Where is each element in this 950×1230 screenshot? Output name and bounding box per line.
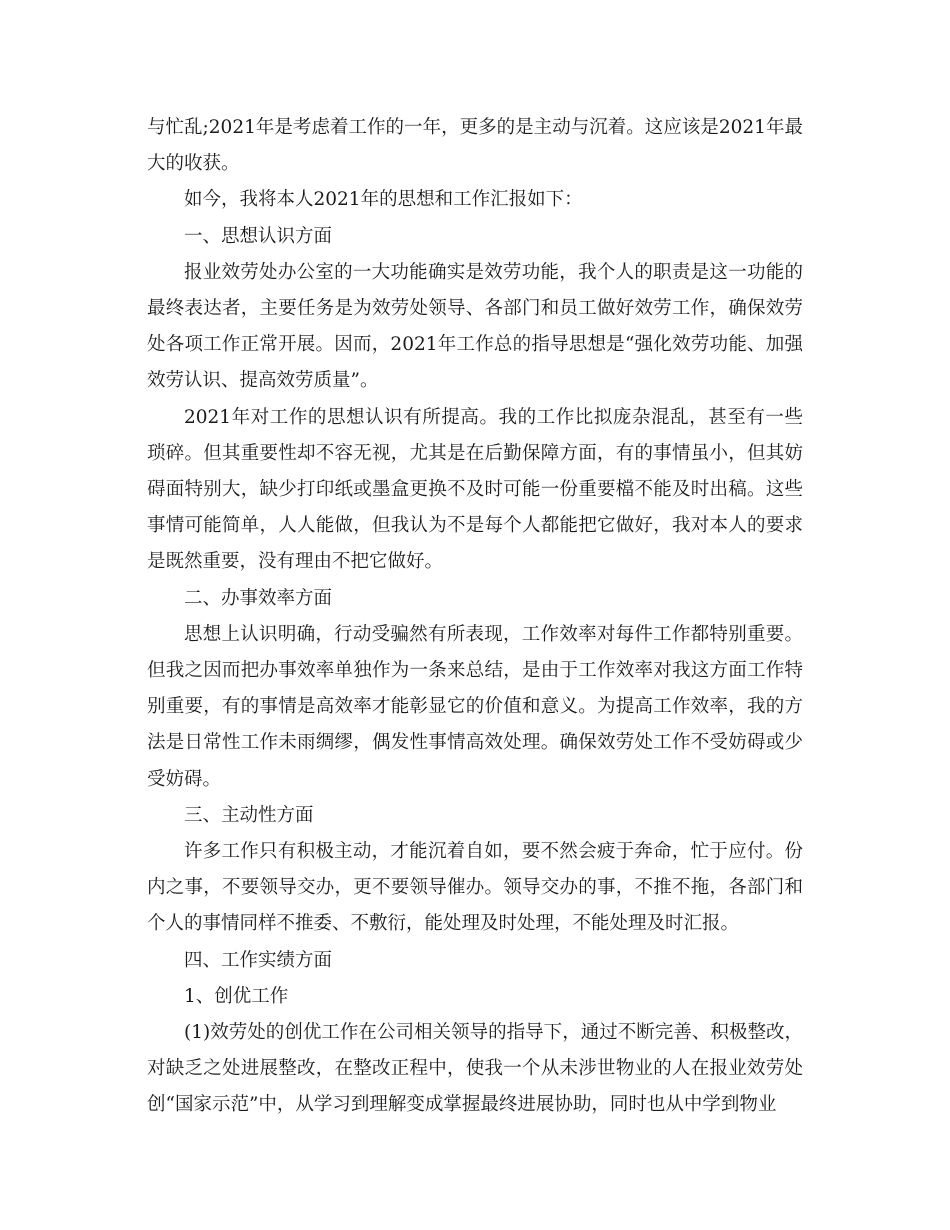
subsection-heading-1: 1、创优工作 — [184, 985, 289, 1007]
document-page — [147, 110, 803, 1124]
paragraph-4: 2021年对工作的思想认识有所提高。我的工作比拟庞杂混乱，甚至有一些琐碎。但其重要性却不容无视，尤其是在后勤保障方面，有的事情虽小，但其妨碍面特别大，缺少打印纸或墨盒更换不及时可能一份重要檔不能及时出稿。这些事情可能简单，人人能做，但我认为不是每个人都能把它做好，我对本人的要求是既然重要，没有理由不把它做好。 — [147, 406, 803, 573]
section-heading-2: 二、办事效率方面 — [184, 587, 333, 609]
section-heading-4: 四、工作实绩方面 — [184, 949, 333, 971]
section-heading-1: 一、思想认识方面 — [184, 225, 333, 247]
paragraph-7: (1)效劳处的创优工作在公司相关领导的指导下，通过不断完善、积极整改，对缺乏之处进展整改，在整改正程中，使我一个从未涉世物业的人在报业效劳处创“国家示范”中，从学习到理解变成掌握最终进展协助，同时也从中学到物业 — [147, 1022, 803, 1116]
paragraph-5: 思想上认识明确，行动受骗然有所表现，工作效率对每件工作都特别重要。但我之因而把办事效率单独作为一条来总结，是由于工作效率对我这方面工作特别重要，有的事情是高效率才能彰显它的价值和意义。为提高工作效率，我的方法是日常性工作未雨绸缪，偶发性事情高效处理。确保效劳处工作不受妨碍或少受妨碍。 — [147, 623, 803, 790]
paragraph-6: 许多工作只有积极主动，才能沉着自如，要不然会疲于奔命，忙于应付。份内之事，不要领导交办，更不要领导催办。领导交办的事，不推不拖，各部门和个人的事情同样不推委、不敷衍，能处理及时处理，不能处理及时汇报。 — [147, 841, 803, 935]
section-heading-3: 三、主动性方面 — [184, 804, 314, 826]
paragraph-1: 与忙乱;2021年是考虑着工作的一年，更多的是主动与沉着。这应该是2021年最大的收获。 — [147, 117, 803, 175]
paragraph-2: 如今，我将本人2021年的思想和工作汇报如下： — [184, 189, 583, 211]
paragraph-3: 报业效劳处办公室的一大功能确实是效劳功能，我个人的职责是这一功能的最终表达者，主要任务是为效劳处领导、各部门和员工做好效劳工作，确保效劳处各项工作正常开展。因而，2021年工作总的指导思想是“强化效劳功能、加强效劳认识、提高效劳质量”。 — [147, 261, 803, 392]
